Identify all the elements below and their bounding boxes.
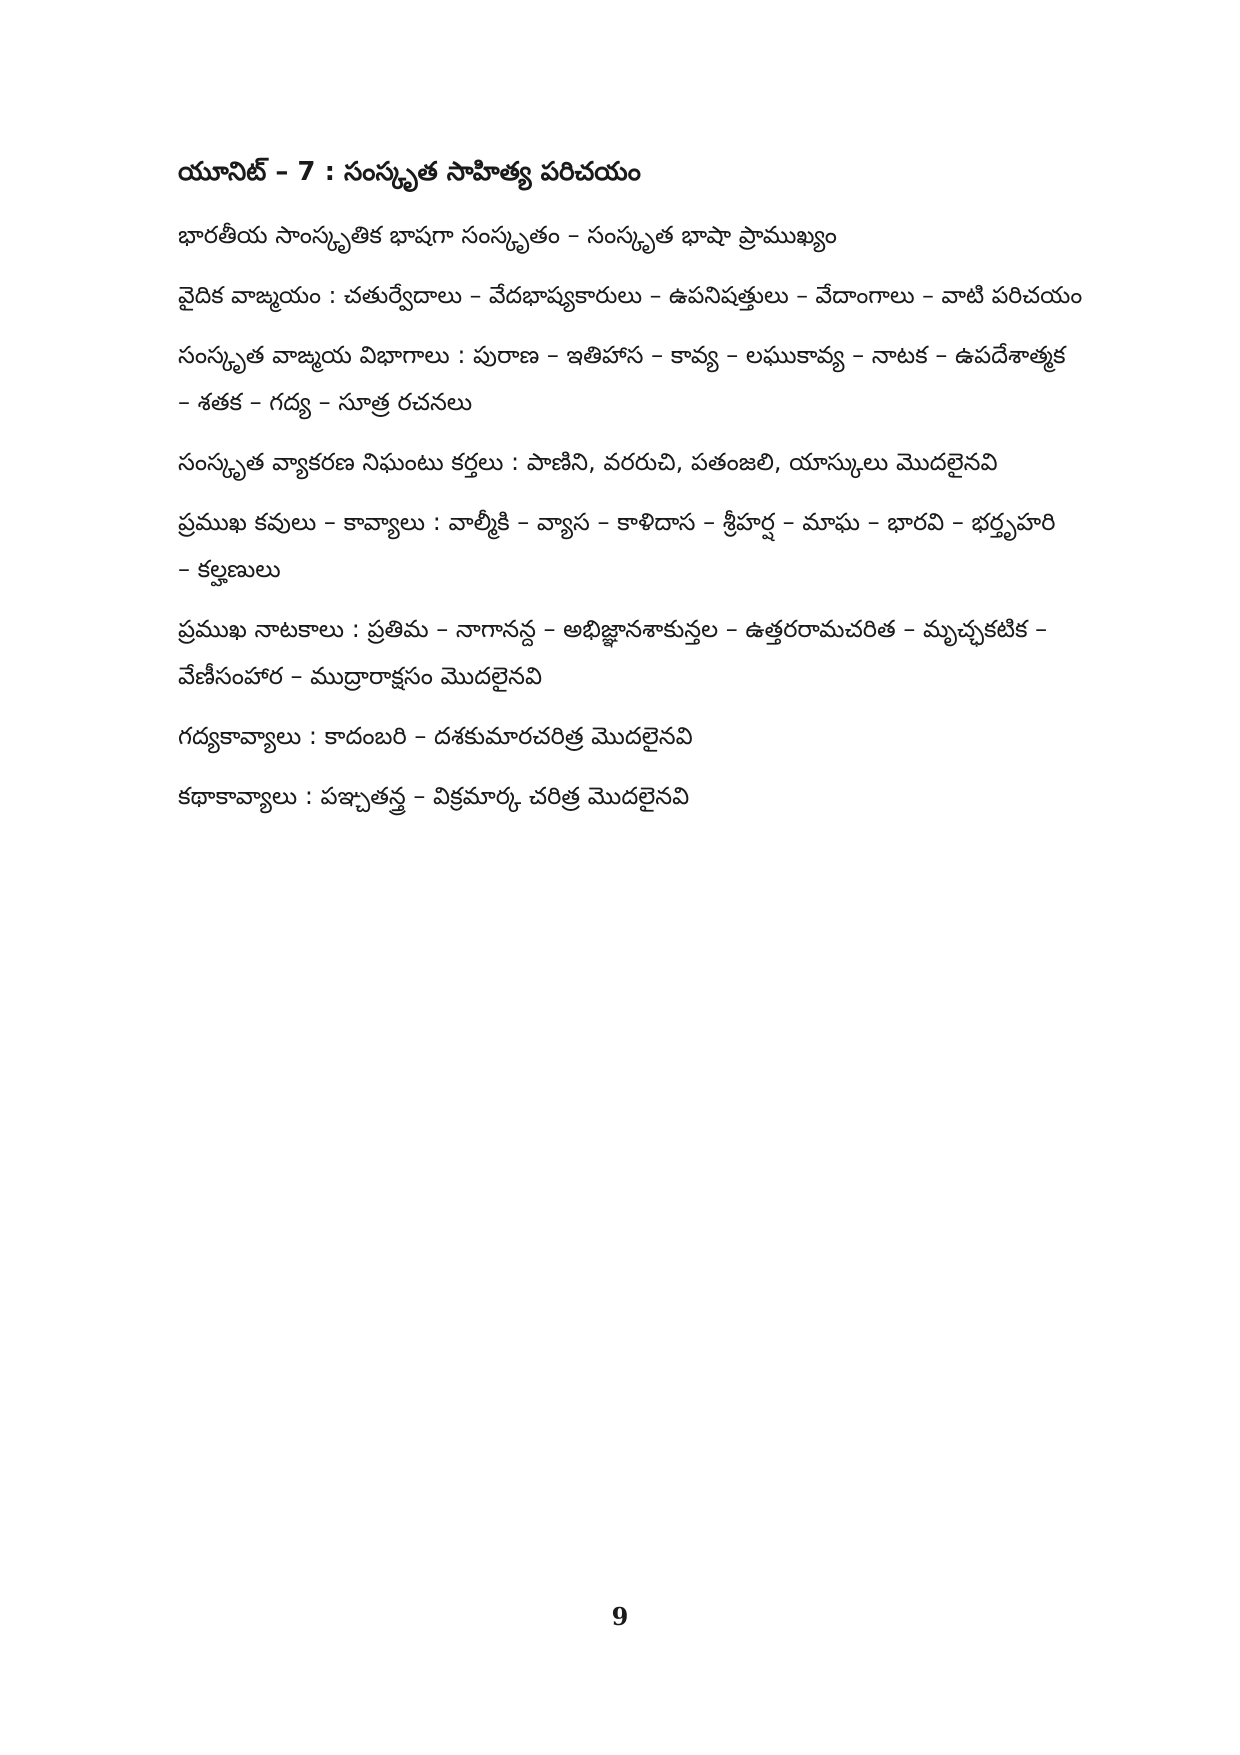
topic-paragraph (178, 439, 1098, 486)
unit-heading: యూనిట్ – 7 : సంస్కృత సాహిత్య పరిచయం (178, 157, 641, 187)
text-line: – శతక – గద్య – సూత్ర రచనలు (178, 388, 473, 416)
text-line: కథాకావ్యాలు : పఞ్చతన్త్ర – విక్రమార్క చరిత్ర మొదలైనవి (178, 782, 690, 810)
topic-paragraph (178, 713, 1098, 760)
text-line: వేణీసంహార – ముద్రారాక్షసం మొదలైనవి (178, 662, 543, 690)
text-line: సంస్కృత వాఙ్మయ విభాగాలు : పురాణ – ఇతిహాస – కావ్య – లఘుకావ్య – నాటక – ఉపదేశాత్మక (178, 341, 1066, 369)
text-line: ప్రముఖ కవులు – కావ్యాలు : వాల్మీకి – వ్యాస – కాళిదాస – శ్రీహర్ష – మాఘ – భారవి – భర్తృహరి (178, 508, 1056, 536)
text-line: ప్రముఖ నాటకాలు : ప్రతిమ – నాగానన్ద – అభిజ్ఞానశాకున్తల – ఉత్తరరామచరిత – మృచ్ఛకటిక – (178, 615, 1048, 643)
topic-paragraph (178, 773, 1098, 820)
topic-paragraph (178, 212, 1098, 259)
text-line: భారతీయ సాంస్కృతిక భాషగా సంస్కృతం – సంస్కృత భాషా ప్రాముఖ్యం (178, 221, 837, 249)
page-content (178, 152, 1098, 833)
topic-paragraph (178, 499, 1098, 593)
text-line: వైదిక వాఙ్మయం : చతుర్వేదాలు – వేదభాష్యకారులు – ఉపనిషత్తులు – వేదాంగాలు – వాటి పరిచయం (178, 281, 1083, 309)
topic-paragraph (178, 606, 1098, 700)
page-number: 9 (611, 1602, 629, 1631)
text-line: గద్యకావ్యాలు : కాదంబరి – దశకుమారచరిత్ర మొదలైనవి (178, 722, 693, 750)
text-line: సంస్కృత వ్యాకరణ నిఘంటు కర్తలు : పాణిని, వరరుచి, పతంజలి, యాస్కులు మొదలైనవి (178, 448, 998, 476)
topic-paragraph (178, 332, 1098, 426)
text-line: – కల్హణులు (178, 555, 281, 583)
topic-paragraph (178, 272, 1098, 319)
